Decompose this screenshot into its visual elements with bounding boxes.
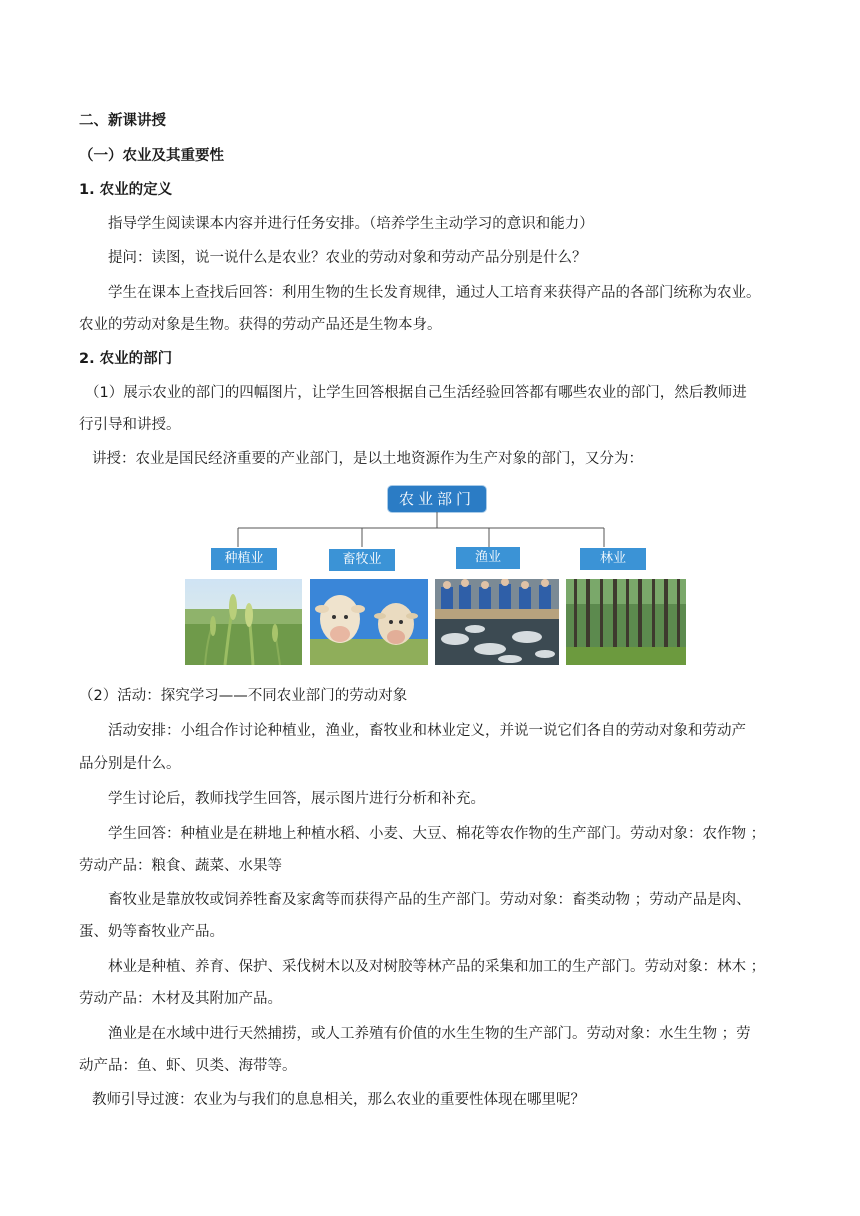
paragraph-question: 提问：读图，说一说什么是农业？农业的劳动对象和劳动产品分别是什么？ [108, 250, 587, 266]
paragraph-livestock-line1: 畜牧业是靠放牧或饲养牲畜及家禽等而获得产品的生产部门。劳动对象：畜类动物 ；劳动产品是肉、 [108, 892, 751, 908]
paragraph-answer-line2: 农业的劳动对象是生物。获得的劳动产品还是生物本身。 [79, 317, 442, 333]
diagram-root-node: 农业部门 [388, 486, 486, 512]
heading-departments: 2. 农业的部门 [79, 351, 173, 367]
section-heading: 二、新课讲授 [79, 113, 166, 129]
paragraph-crops-line1: 学生回答：种植业是在耕地上种植水稻、小麦、大豆、棉花等农作物的生产部门。劳动对象：农作物 ； [108, 826, 766, 842]
paragraph-fishery-line2: 动产品：鱼、虾、贝类、海带等。 [79, 1058, 297, 1074]
paragraph-forestry-line2: 劳动产品：木材及其附加产品。 [79, 991, 282, 1007]
diagram-node-crops: 种植业 [211, 548, 277, 570]
paragraph-fishery-line1: 渔业是在水域中进行天然捕捞，或人工养殖有价值的水生生物的生产部门。劳动对象：水生生物 ；劳 [108, 1026, 751, 1042]
fishery-image [435, 579, 559, 665]
diagram-node-fishery: 渔业 [456, 547, 520, 569]
forest-image [566, 579, 686, 665]
paragraph-crops-line2: 劳动产品：粮食、蔬菜、水果等 [79, 858, 282, 874]
paragraph-arrangement-line2: 品分别是什么。 [79, 756, 181, 772]
paragraph-transition: 教师引导过渡：农业为与我们的息息相关，那么农业的重要性体现在哪里呢？ [92, 1092, 585, 1108]
paragraph-display-line2: 行引导和讲授。 [79, 417, 181, 433]
paragraph-discussion: 学生讨论后，教师找学生回答，展示图片进行分析和补充。 [108, 791, 485, 807]
paragraph-guidance: 指导学生阅读课本内容并进行任务安排。（培养学生主动学习的意识和能力） [108, 216, 594, 232]
paragraph-answer-line1: 学生在课本上查找后回答：利用生物的生长发育规律，通过人工培育来获得产品的各部门统称为农业。 [108, 285, 761, 301]
paragraph-arrangement-line1: 活动安排：小组合作讨论种植业，渔业，畜牧业和林业定义，并说一说它们各自的劳动对象和劳动产 [108, 723, 746, 739]
subsection-heading: （一）农业及其重要性 [79, 148, 224, 164]
heading-definition: 1. 农业的定义 [79, 182, 173, 198]
paragraph-display-line1: （1）展示农业的部门的四幅图片，让学生回答根据自己生活经验回答都有哪些农业的部门，然后教师进 [85, 385, 747, 401]
cattle-image [310, 579, 428, 665]
diagram-node-livestock: 畜牧业 [329, 549, 395, 571]
paragraph-forestry-line1: 林业是种植、养育、保护、采伐树木以及对树胶等林产品的采集和加工的生产部门。劳动对象：林木 ； [108, 959, 766, 975]
paragraph-activity: （2）活动：探究学习——不同农业部门的劳动对象 [79, 688, 408, 704]
paragraph-lecture: 讲授：农业是国民经济重要的产业部门，是以土地资源作为生产对象的部门，又分为： [92, 451, 643, 467]
paragraph-livestock-line2: 蛋、奶等畜牧业产品。 [79, 924, 224, 940]
diagram-node-forestry: 林业 [580, 548, 646, 570]
wheat-field-image [185, 579, 302, 665]
